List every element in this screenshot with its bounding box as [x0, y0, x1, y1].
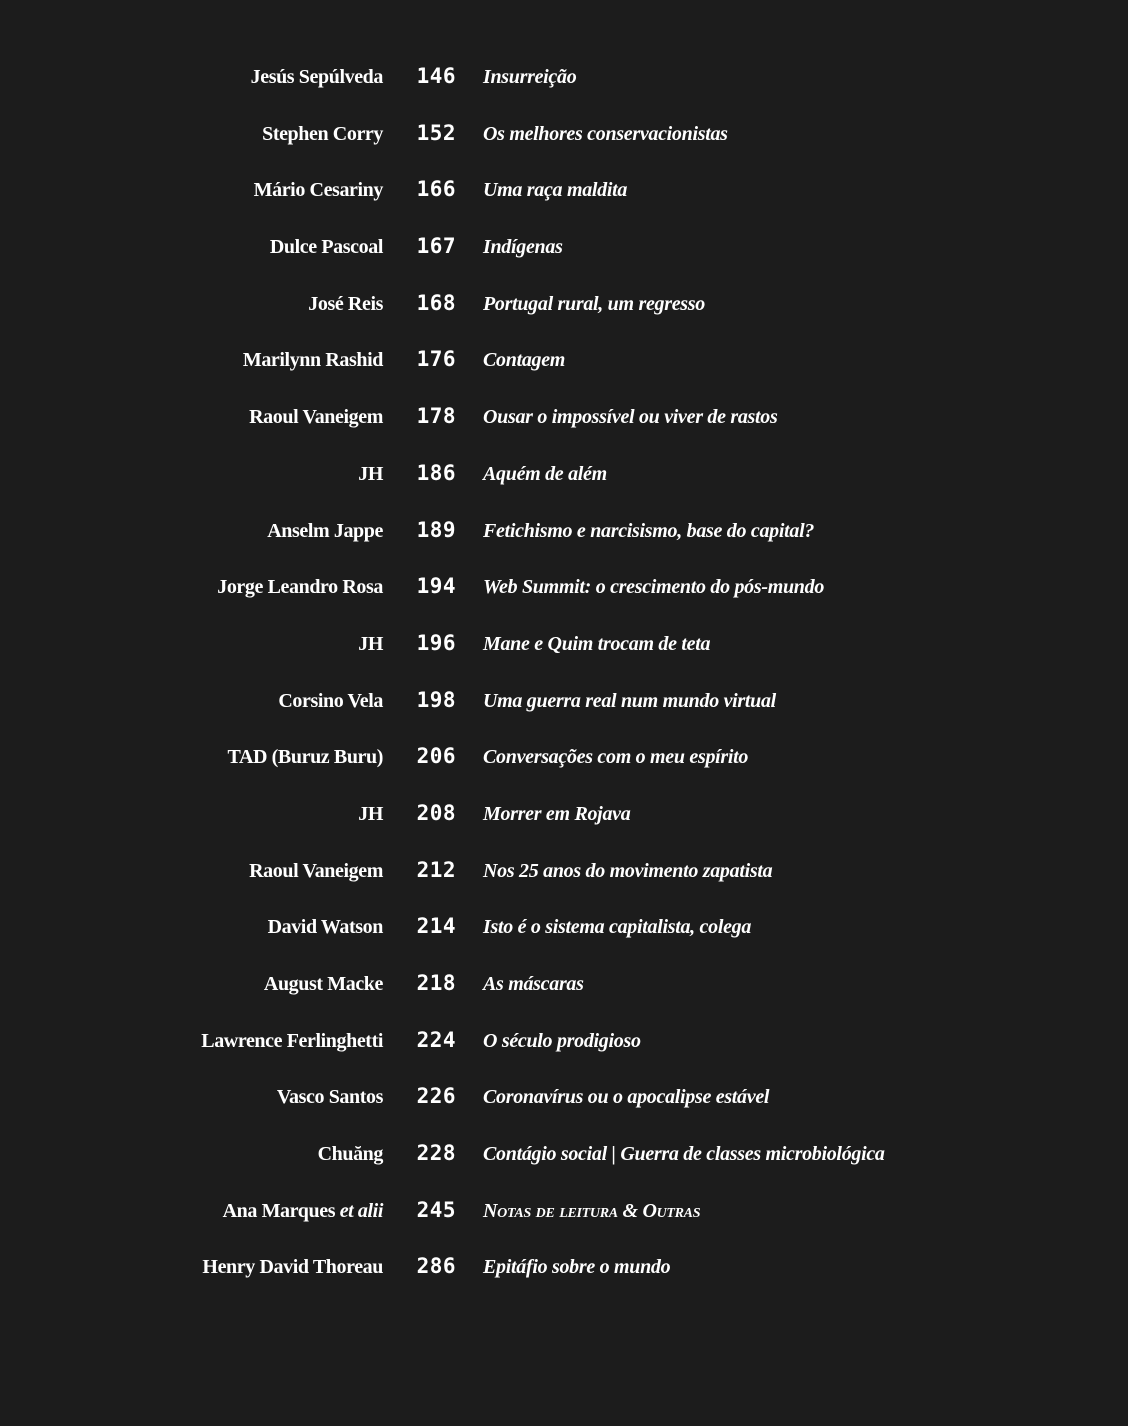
- toc-entry[interactable]: [0, 121, 1128, 178]
- entry-page-number: 228: [416, 1141, 456, 1166]
- entry-title: Indígenas: [483, 236, 563, 259]
- entry-author: Jorge Leandro Rosa: [217, 576, 383, 599]
- toc-entry[interactable]: [0, 744, 1128, 801]
- entry-author: JH: [358, 802, 383, 825]
- entry-title: Insurreição: [483, 66, 577, 88]
- table-of-contents: [0, 64, 1128, 1311]
- entry-author: Raoul Vaneigem: [249, 859, 383, 882]
- entry-author: TAD (Buruz Buru): [227, 746, 383, 769]
- toc-entry[interactable]: [0, 858, 1128, 915]
- entry-page-number: 286: [416, 1254, 456, 1279]
- entry-page-number: 178: [416, 404, 456, 429]
- toc-entry[interactable]: [0, 347, 1128, 404]
- toc-entry[interactable]: [0, 631, 1128, 688]
- entry-author: Chuăng: [317, 1143, 383, 1166]
- toc-entry[interactable]: [0, 461, 1128, 518]
- entry-page-number: 198: [416, 687, 456, 712]
- entry-author: Anselm Jappe: [267, 519, 383, 542]
- entry-title: Morrer em Rojava: [483, 802, 631, 825]
- entry-author-suffix: et alii: [339, 1199, 383, 1222]
- entry-author: Raoul Vaneigem: [249, 406, 383, 429]
- entry-title: Portugal rural, um regresso: [483, 292, 705, 315]
- entry-author: Dulce Pascoal: [269, 236, 383, 259]
- entry-page-number: 176: [416, 347, 456, 372]
- entry-title: Web Summit: o crescimento do pós-mundo: [483, 576, 825, 599]
- entry-page-number: 186: [416, 460, 456, 485]
- toc-entry[interactable]: [0, 234, 1128, 291]
- entry-title: Os melhores conservacionistas: [483, 122, 728, 145]
- entry-author: Ana Marques: [222, 1199, 336, 1222]
- entry-author: Mário Cesariny: [253, 179, 383, 202]
- toc-entry[interactable]: [0, 1198, 1128, 1255]
- toc-entry[interactable]: [0, 1141, 1128, 1198]
- entry-title: Ousar o impossível ou viver de rastos: [483, 406, 778, 429]
- entry-author: Stephen Corry: [262, 122, 383, 145]
- entry-page-number: 194: [416, 574, 456, 599]
- entry-page-number: 208: [416, 800, 456, 825]
- entry-author: David Watson: [267, 916, 383, 939]
- entry-page-number: 226: [416, 1084, 456, 1109]
- entry-author: JH: [358, 632, 383, 655]
- entry-author: Lawrence Ferlinghetti: [201, 1029, 383, 1052]
- entry-page-number: 168: [416, 290, 456, 315]
- entry-author: Corsino Vela: [278, 689, 383, 712]
- entry-author: Jesús Sepúlveda: [250, 66, 383, 88]
- toc-entry[interactable]: [0, 1028, 1128, 1085]
- entry-title: Conversações com o meu espírito: [483, 746, 749, 769]
- entry-page-number: 167: [416, 234, 456, 259]
- entry-page-number: 146: [416, 64, 456, 88]
- entry-page-number: 224: [416, 1027, 456, 1052]
- entry-page-number: 212: [416, 857, 456, 882]
- entry-title: O século prodigioso: [483, 1029, 641, 1052]
- entry-title: Contagem: [483, 349, 566, 372]
- entry-page-number: 218: [416, 971, 456, 995]
- entry-author: Vasco Santos: [276, 1086, 383, 1109]
- entry-title: Coronavírus ou o apocalipse estável: [483, 1086, 770, 1109]
- entry-title: Nos 25 anos do movimento zapatista: [483, 859, 773, 882]
- entry-author: JH: [358, 462, 383, 485]
- entry-page-number: 152: [416, 120, 456, 145]
- entry-author: José Reis: [308, 292, 383, 315]
- entry-author: Henry David Thoreau: [202, 1256, 383, 1279]
- entry-title: Isto é o sistema capitalista, colega: [483, 916, 752, 939]
- entry-title: Aquém de além: [483, 462, 607, 485]
- entry-page-number: 214: [416, 914, 456, 939]
- entry-page-number: 196: [416, 630, 456, 655]
- toc-entry[interactable]: [0, 177, 1128, 234]
- entry-page-number: 245: [416, 1197, 456, 1222]
- toc-entry[interactable]: [0, 574, 1128, 631]
- entry-title: Mane e Quim trocam de teta: [483, 632, 711, 655]
- toc-entry[interactable]: [0, 518, 1128, 575]
- toc-entry[interactable]: [0, 1254, 1128, 1311]
- toc-entry[interactable]: [0, 64, 1128, 121]
- toc-entry[interactable]: [0, 801, 1128, 858]
- entry-title: Contágio social | Guerra de classes microbiológica: [483, 1143, 885, 1166]
- entry-author: Marilynn Rashid: [242, 349, 383, 372]
- entry-title: Uma raça maldita: [483, 179, 628, 202]
- toc-entry[interactable]: [0, 688, 1128, 745]
- entry-author-group: [0, 1200, 383, 1223]
- toc-entry[interactable]: [0, 971, 1128, 1028]
- toc-entry[interactable]: [0, 404, 1128, 461]
- entry-title: Notas de leitura & Outras: [483, 1199, 701, 1222]
- entry-title: Epitáfio sobre o mundo: [483, 1256, 671, 1279]
- entry-page-number: 166: [416, 177, 456, 202]
- entry-title: Uma guerra real num mundo virtual: [483, 689, 776, 712]
- entry-page-number: 206: [416, 744, 456, 769]
- toc-entry[interactable]: [0, 291, 1128, 348]
- toc-entry[interactable]: [0, 914, 1128, 971]
- entry-title: As máscaras: [483, 973, 584, 995]
- entry-author: August Macke: [263, 973, 383, 995]
- entry-title: Fetichismo e narcisismo, base do capital?: [483, 519, 815, 542]
- toc-entry[interactable]: [0, 1084, 1128, 1141]
- entry-page-number: 189: [416, 517, 456, 542]
